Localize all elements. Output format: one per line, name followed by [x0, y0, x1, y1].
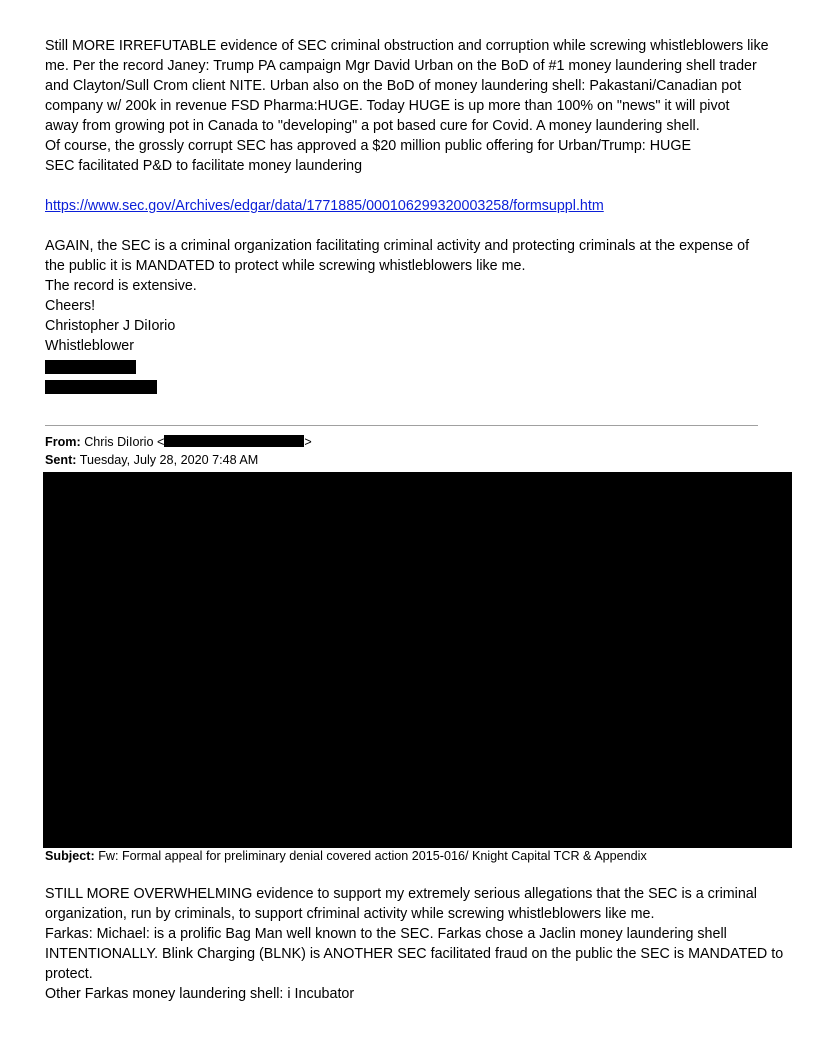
body-line: Of course, the grossly corrupt SEC has approved a $20 million public offering for Urban/Trump: HUGE [45, 138, 692, 154]
signature-title: Whistleblower [45, 338, 134, 354]
email-redaction [164, 435, 304, 447]
bottom-paragraph [45, 884, 784, 1004]
body-line: away from growing pot in Canada to "developing" a pot based cure for Covid. A money laundering shell. [45, 118, 700, 134]
body-line: AGAIN, the SEC is a criminal organization facilitating criminal activity and protecting criminals at the expense of [45, 238, 750, 254]
body-line: Other Farkas money laundering shell: i Incubator [45, 986, 355, 1002]
sent-label: Sent: [45, 453, 77, 467]
sent-value: Tuesday, July 28, 2020 7:48 AM [79, 453, 259, 467]
signature-redaction [45, 380, 157, 394]
signature-redaction [45, 360, 136, 374]
subject-label: Subject: [45, 849, 95, 863]
from-label: From: [45, 435, 81, 449]
body-line: INTENTIONALLY. Blink Charging (BLNK) is ANOTHER SEC facilitated fraud on the public the SEC is MANDATED to [45, 946, 784, 962]
body-line: SEC facilitated P&D to facilitate money laundering [45, 158, 363, 174]
header-redaction-block [43, 472, 792, 848]
body-line: Farkas: Michael: is a prolific Bag Man well known to the SEC. Farkas chose a Jaclin money laundering shell [45, 926, 727, 942]
signature-name: Christopher J DiIorio [45, 318, 176, 334]
body-line: and Clayton/Sull Crom client NITE. Urban also on the BoD of money laundering shell: Pakastani/Canadian pot [45, 78, 742, 94]
from-line [45, 433, 775, 451]
from-name: Chris DiIorio < [84, 435, 165, 449]
body-line: the public it is MANDATED to protect while screwing whistleblowers like me. [45, 258, 526, 274]
link-line [45, 196, 775, 216]
body-line: The record is extensive. [45, 278, 197, 294]
body-line: Still MORE IRREFUTABLE evidence of SEC criminal obstruction and corruption while screwing whistleblowers like [45, 38, 769, 54]
body-line: me. Per the record Janey: Trump PA campaign Mgr David Urban on the BoD of #1 money laundering shell trader [45, 58, 757, 74]
sent-line [45, 451, 775, 469]
from-close: > [304, 435, 312, 449]
sec-filing-link[interactable]: https://www.sec.gov/Archives/edgar/data/1771885/000106299320003258/formsuppl.htm [45, 198, 604, 214]
body-line: organization, run by criminals, to support cfriminal activity while screwing whistleblowers like me. [45, 906, 655, 922]
subject-value: Fw: Formal appeal for preliminary denial covered action 2015-016/ Knight Capital TCR & Appendix [98, 849, 647, 863]
body-line: Cheers! [45, 298, 96, 314]
top-paragraph [45, 36, 775, 176]
body-line: protect. [45, 966, 93, 982]
body-line: company w/ 200k in revenue FSD Pharma:HUGE. Today HUGE is up more than 100% on "news" it will pivot [45, 98, 730, 114]
header-divider [45, 425, 758, 426]
body-line: STILL MORE OVERWHELMING evidence to support my extremely serious allegations that the SEC is a criminal [45, 886, 757, 902]
closing-paragraph [45, 236, 775, 356]
subject-line [45, 847, 785, 865]
